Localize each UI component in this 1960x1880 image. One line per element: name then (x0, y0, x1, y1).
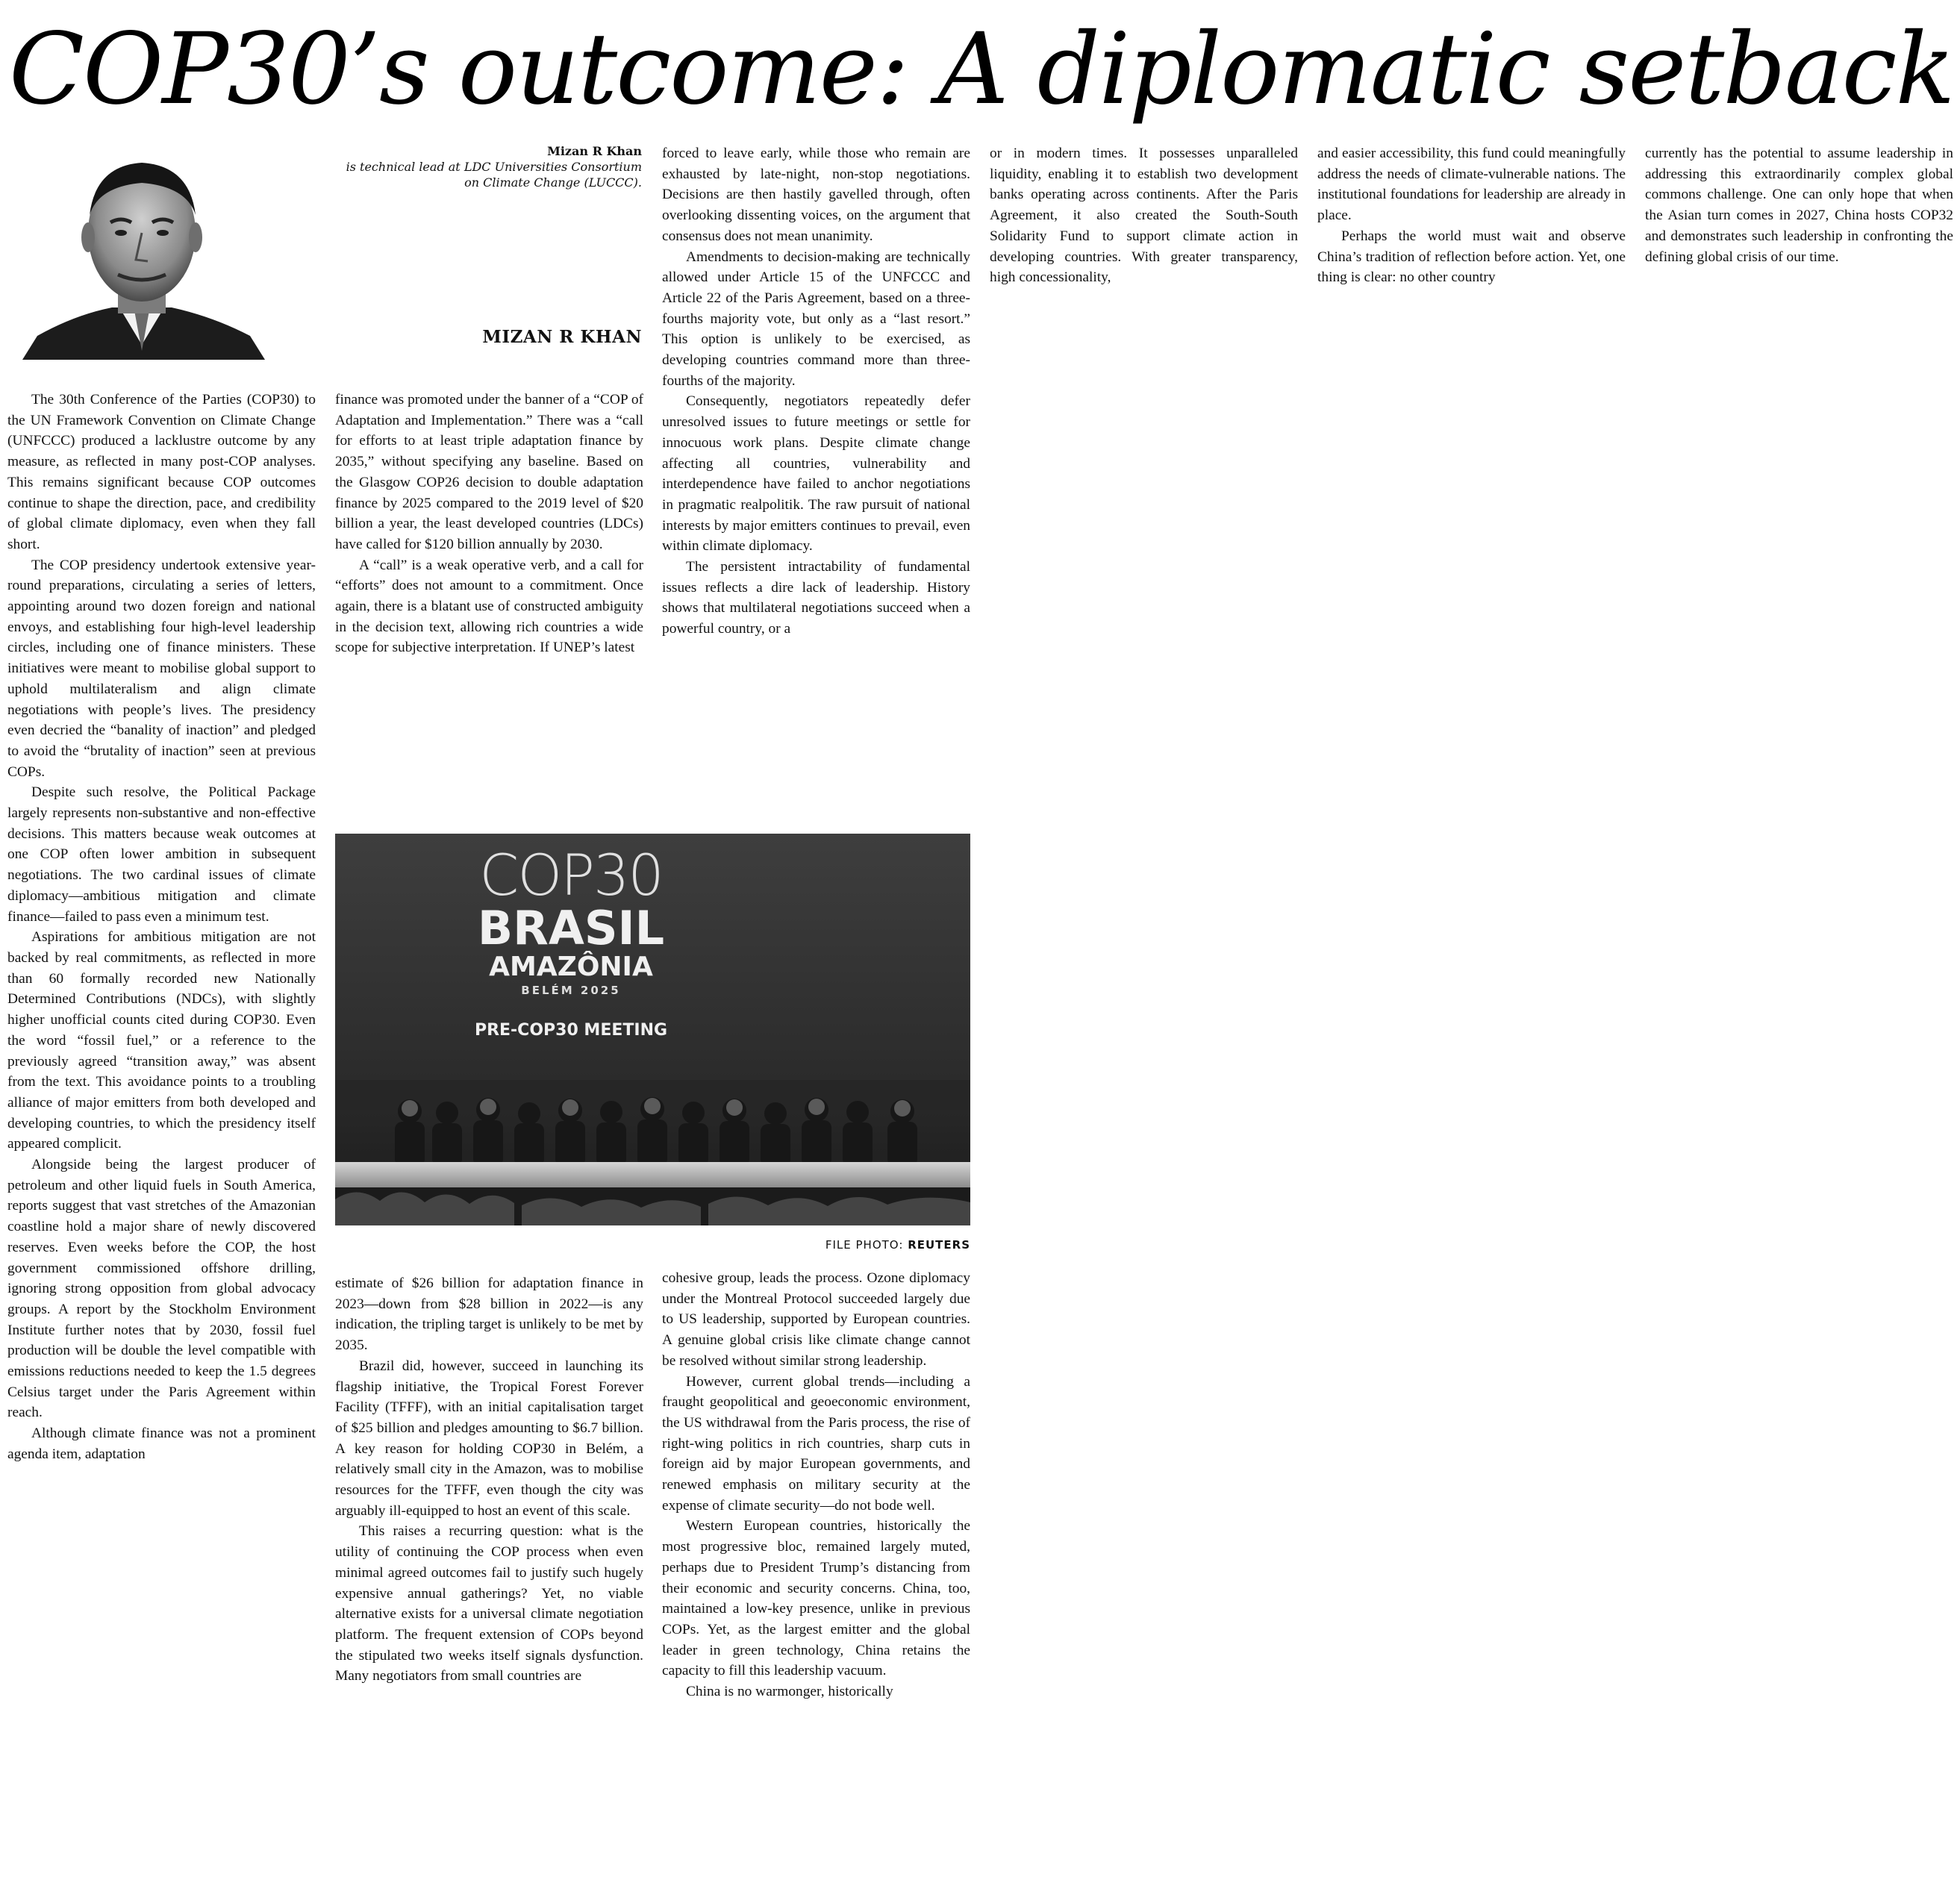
screen-text-amazonia: AMAZÔNIA (489, 952, 653, 982)
paragraph: The 30th Conference of the Parties (COP30) to the UN Framework Convention on Climate Change (UNFCCC) produced a lacklustre outcome by any measure, as reflected in many post-COP analyses. This remains significant because COP outcomes continue to shape the direction, pace, and credibility of global climate diplomacy, even when they fall short. (7, 392, 316, 552)
paragraph: currently has the potential to assume leadership in addressing this extraordinarily complex global commons challenge. One can only hope that when the Asian turn comes in 2027, China hosts COP32 and demonstrates such leadership in confronting the defining global crisis of our time. (1645, 146, 1953, 265)
article-column-3-top (662, 143, 970, 816)
screen-text-meeting: PRE-COP30 MEETING (474, 1021, 668, 1040)
article-column-2-top (335, 390, 643, 816)
paragraph: and easier accessibility, this fund could meaningfully address the needs of climate-vulnerable nations. The institutional foundations for leadership are already in place. (1317, 146, 1626, 224)
paragraph: Consequently, negotiators repeatedly defer unresolved issues to future meetings or settle for innocuous work plans. Despite climate change affecting all countries, vulnerability and interdependence have failed to anchor negotiations in pragmatic realpolitik. The raw pursuit of national interests by major emitters continues to prevail, even within climate diplomacy. (662, 393, 970, 555)
paragraph: Brazil did, however, succeed in launching its flagship initiative, the Tropical Forest Forever Facility (TFFF), with an initial capitalisation target of $25 billion and pledges amounting to $6.7 billion. A key reason for holding COP30 in Belém, a relatively small city in the Amazon, was to mobilise resources for the TFFF, even though the city was arguably ill-equipped to host an event of this scale. (335, 1358, 643, 1519)
author-name: Mizan R Khan (547, 144, 642, 158)
author-note (328, 143, 642, 190)
screen-text-brasil: BRASIL (477, 901, 665, 955)
photo-credit (672, 1238, 970, 1252)
paragraph: or in modern times. It possesses unparalleled liquidity, enabling it to establish two development banks operating across continents. After the Paris Agreement, it also created the South-South Solidarity Fund to support climate action in developing countries. With greater transparency, high concessionality, (990, 146, 1298, 286)
photo-credit-prefix: FILE PHOTO: (825, 1238, 904, 1252)
paragraph: Despite such resolve, the Political Package largely represents non-substantive and non-effective decisions. This matters because weak outcomes at one COP often lower ambition in subsequent negotiations. The two cardinal issues of climate diplomacy—ambitious mitigation and climate finance—failed to pass even a minimum test. (7, 784, 316, 925)
paragraph: The COP presidency undertook extensive year-round preparations, circulating a series of letters, appointing around two dozen foreign and national envoys, and establishing four high-level leadership circles, including one of finance ministers. These initiatives were meant to mobilise global support to uphold multilateralism and align climate negotiations with people’s lives. The presidency even decried the “banality of inaction” and pledged to avoid the “brutality of inaction” seen at previous COPs. (7, 557, 316, 780)
paragraph: Western European countries, historically the most progressive bloc, remained largely muted, perhaps due to President Trump’s distancing from their economic and security concerns. China, too, maintained a low-key presence, unlike in previous COPs. Yet, as the largest emitter and the global leader in green technology, China retains the capacity to fill this leadership vacuum. (662, 1518, 970, 1679)
author-description: is technical lead at LDC Universities Consortium on Climate Change (LUCCC). (346, 160, 642, 190)
photo-credit-source: REUTERS (908, 1238, 970, 1252)
paragraph: cohesive group, leads the process. Ozone diplomacy under the Montreal Protocol succeeded largely due to US leadership, supported by European countries. A genuine global crisis like climate change cannot be resolved without similar strong leadership. (662, 1270, 970, 1369)
article-column-2-bottom (335, 1273, 643, 1877)
paragraph: Although climate finance was not a prominent agenda item, adaptation (7, 1425, 316, 1462)
article-column-6 (1645, 143, 1953, 337)
paragraph: Alongside being the largest producer of petroleum and other liquid fuels in South America, reports suggest that vast stretches of the Amazonian coastline hold a major share of newly discovered reserves. Even weeks before the COP, the host government commissioned offshore drilling, ignoring strong opposition from global advocacy groups. A report by the Stockholm Environment Institute further notes that by 2030, fossil fuel production will be double the level compatible with emissions reductions needed to keep the 1.5 degrees Celsius target under the Paris Agreement within reach. (7, 1157, 316, 1421)
author-portrait (15, 149, 269, 360)
paragraph: China is no warmonger, historically (686, 1684, 893, 1700)
article-column-3-bottom (662, 1268, 970, 1877)
paragraph: However, current global trends—including a fraught geopolitical and geoeconomic environment, the US withdrawal from the Paris process, the rise of right-wing politics in rich countries, sharp cuts in foreign aid by major European governments, and renewed emphasis on military security at the expense of climate security—do not bode well. (662, 1373, 970, 1514)
conference-photo (335, 834, 970, 1225)
byline: MIZAN R KHAN (482, 327, 642, 347)
paragraph: estimate of $26 billion for adaptation finance in 2023—down from $28 billion in 2022—is any indication, the tripling target is unlikely to be met by 2035. (335, 1275, 643, 1354)
paragraph: forced to leave early, while those who remain are exhausted by late-night, non-stop negotiations. Decisions are then hastily gavelled through, often overlooking dissenting voices, on the argument that consensus does not mean unanimity. (662, 146, 970, 244)
screen-text-belem: BELÉM 2025 (521, 984, 621, 997)
article-column-1 (7, 390, 316, 1877)
paragraph: Perhaps the world must wait and observe China’s tradition of reflection before action. Yet, one thing is clear: no other country (1317, 228, 1626, 286)
paragraph: Aspirations for ambitious mitigation are not backed by real commitments, as reflected in more than 60 formally recorded new Nationally Determined Contributions (NDCs), with slightly higher unofficial counts cited during COP30. Even the word “fossil fuel,” or a reference to the previously agreed “transition away,” was absent from the text. This avoidance points to a troubling alliance of major emitters from both developed and developing countries, to which the presidency itself appeared complicit. (7, 929, 316, 1152)
paragraph: Amendments to decision-making are technically allowed under Article 15 of the UNFCCC and Article 22 of the Paris Agreement, based on a three-fourths majority vote, but only as a “last resort.” This option is unlikely to be exercised, as developing countries command more than three-fourths of the majority. (662, 249, 970, 389)
headline: COP30’s outcome: A diplomatic setback (9, 12, 1954, 127)
article-column-5 (1317, 143, 1626, 337)
paragraph: A “call” is a weak operative verb, and a call for “efforts” does not amount to a commitment. Once again, there is a blatant use of constructed ambiguity in the decision text, allowing rich countries a wide scope for subjective interpretation. If UNEP’s latest (335, 557, 643, 656)
paragraph: This raises a recurring question: what is the utility of continuing the COP process when even minimal agreed outcomes fail to justify such hugely expensive annual gatherings? Yet, no viable alternative exists for a universal climate negotiation platform. The frequent extension of COPs beyond the stipulated two weeks itself signals dysfunction. Many negotiators from small countries are (335, 1523, 643, 1684)
paragraph: The persistent intractability of fundamental issues reflects a dire lack of leadership. History shows that multilateral negotiations succeed when a powerful country, or a (662, 559, 970, 637)
screen-text-cop30: COP30 (479, 842, 663, 908)
article-column-4 (990, 143, 1298, 337)
paragraph: finance was promoted under the banner of a “COP of Adaptation and Implementation.” There was a “call for efforts to at least triple adaptation finance by 2035,” without specifying any baseline. Based on the Glasgow COP26 decision to double adaptation finance by 2025 compared to the 2019 level of $20 billion a year, the least developed countries (LDCs) have called for $120 billion annually by 2030. (335, 392, 643, 552)
